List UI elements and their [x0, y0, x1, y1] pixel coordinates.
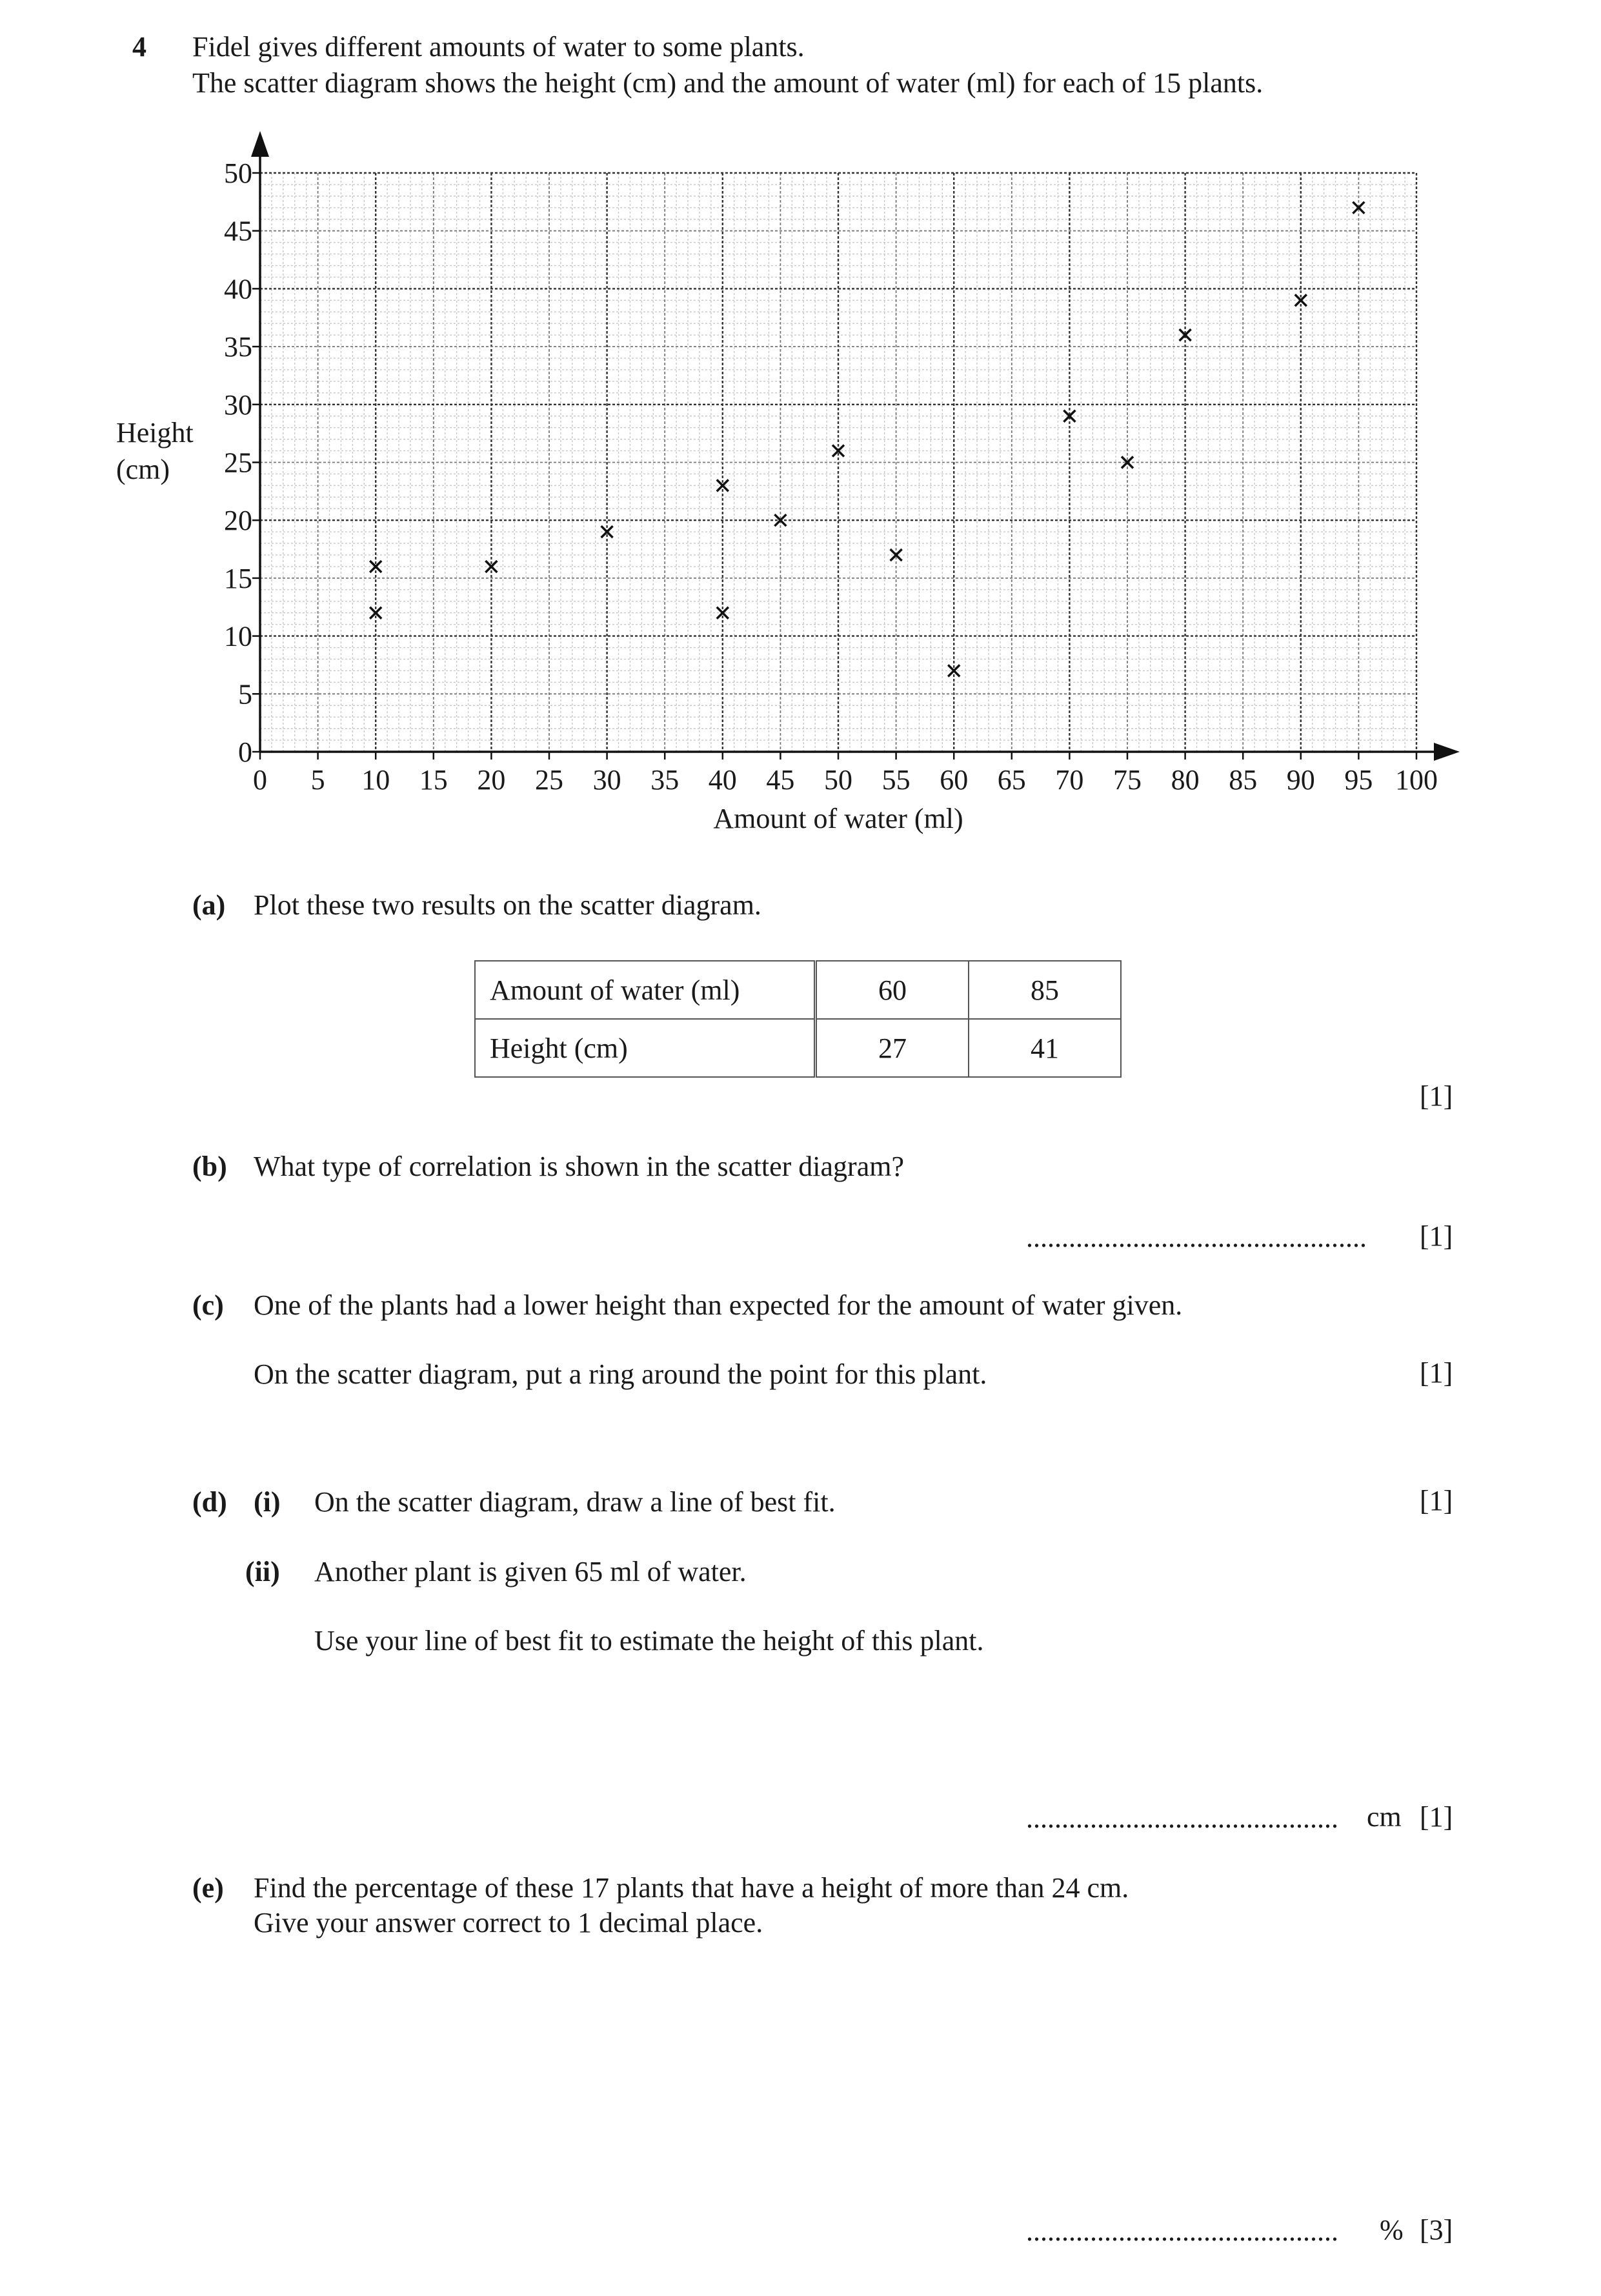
- data-points: [370, 202, 1364, 677]
- y-tick-label: 0: [238, 736, 252, 768]
- x-tick-label: 75: [1113, 764, 1142, 796]
- y-tick-label: 20: [224, 505, 252, 537]
- part-d-answer-line[interactable]: ............................................: [1026, 1802, 1338, 1834]
- part-c-text2: On the scatter diagram, put a ring around the point for this plant.: [254, 1358, 987, 1390]
- part-e-unit: %: [1380, 2214, 1404, 2246]
- x-tick-label: 40: [708, 764, 737, 796]
- table-header-water: Amount of water (ml): [475, 961, 816, 1019]
- x-tick-label: 20: [477, 764, 506, 796]
- part-a-marks: [1]: [1420, 1080, 1453, 1112]
- x-tick-label: 80: [1171, 764, 1200, 796]
- y-tick-label: 30: [224, 388, 252, 421]
- x-tick-label: 50: [824, 764, 852, 796]
- y-axis-label-line2: (cm): [116, 454, 170, 485]
- table-cell: 60: [816, 961, 969, 1019]
- x-tick-label: 30: [592, 764, 621, 796]
- x-axis-arrow: [1434, 743, 1460, 761]
- data-point: [1180, 329, 1191, 341]
- part-c-marks: [1]: [1420, 1357, 1453, 1389]
- part-b-label: (b): [192, 1151, 227, 1182]
- part-b-answer-line[interactable]: ................................................: [1026, 1222, 1367, 1253]
- y-tick-label: 50: [224, 157, 252, 189]
- part-d-unit: cm: [1367, 1801, 1402, 1833]
- x-tick-label: 100: [1395, 764, 1438, 796]
- table-row: [475, 1019, 1121, 1077]
- part-d-ii-label: (ii): [245, 1556, 280, 1587]
- part-d-i-marks: [1]: [1420, 1485, 1453, 1516]
- y-tick-label: 25: [224, 447, 252, 479]
- grid-major-lines: [260, 173, 1416, 752]
- part-e-answer-line[interactable]: ............................................: [1026, 2215, 1338, 2247]
- axes: [251, 131, 1460, 761]
- x-tick-label: 0: [253, 764, 267, 796]
- x-tick-label: 55: [881, 764, 911, 796]
- part-d-ii-text2: Use your line of best fit to estimate the height of this plant.: [314, 1625, 984, 1657]
- x-tick-label: 95: [1344, 764, 1373, 796]
- part-e-text2: Give your answer correct to 1 decimal place.: [254, 1907, 763, 1939]
- axis-ticks: [224, 157, 1438, 796]
- table-row: [475, 961, 1121, 1019]
- part-a-text: Plot these two results on the scatter diagram.: [254, 889, 761, 921]
- table-cell: 41: [969, 1019, 1121, 1077]
- y-tick-label: 40: [224, 273, 252, 305]
- y-axis-arrow: [251, 131, 269, 157]
- table-cell: 27: [816, 1019, 969, 1077]
- x-tick-label: 85: [1229, 764, 1258, 796]
- part-a-label: (a): [192, 889, 226, 921]
- question-intro-line2: The scatter diagram shows the height (cm) and the amount of water (ml) for each of 15 plants.: [192, 67, 1264, 99]
- data-point: [1353, 202, 1364, 214]
- y-tick-label: 10: [224, 620, 252, 652]
- y-axis-label-line1: Height: [116, 417, 194, 448]
- x-tick-label: 5: [310, 764, 325, 796]
- part-b-text: What type of correlation is shown in the scatter diagram?: [254, 1151, 904, 1182]
- x-tick-label: 60: [940, 764, 969, 796]
- part-b-marks: [1]: [1420, 1220, 1453, 1252]
- part-c-label: (c): [192, 1289, 224, 1321]
- part-c-text1: One of the plants had a lower height than expected for the amount of water given.: [254, 1289, 1183, 1321]
- x-tick-label: 10: [361, 764, 390, 796]
- table-cell: 85: [969, 961, 1121, 1019]
- part-d-marks: [1]: [1420, 1801, 1453, 1833]
- data-table: [474, 960, 1122, 1078]
- part-d-i-text: On the scatter diagram, draw a line of best fit.: [314, 1486, 836, 1518]
- part-e-text1: Find the percentage of these 17 plants that have a height of more than 24 cm.: [254, 1872, 1129, 1904]
- x-tick-label: 45: [766, 764, 795, 796]
- x-tick-label: 70: [1055, 764, 1084, 796]
- part-d-ii-text1: Another plant is given 65 ml of water.: [314, 1556, 747, 1587]
- x-tick-label: 65: [997, 764, 1026, 796]
- part-d-label: (d): [192, 1486, 227, 1518]
- y-tick-label: 45: [224, 215, 252, 247]
- part-e-label: (e): [192, 1872, 224, 1904]
- x-tick-label: 25: [535, 764, 563, 796]
- y-tick-label: 15: [224, 562, 252, 594]
- x-tick-label: 35: [650, 764, 680, 796]
- question-number: 4: [132, 31, 146, 63]
- x-axis-label: Amount of water (ml): [713, 803, 963, 834]
- x-tick-label: 90: [1286, 764, 1315, 796]
- table-header-height: Height (cm): [475, 1019, 816, 1077]
- part-d-i-label: (i): [254, 1486, 281, 1518]
- part-e-marks: [3]: [1420, 2214, 1453, 2246]
- y-tick-label: 35: [224, 331, 252, 363]
- x-tick-label: 15: [419, 764, 448, 796]
- question-intro-line1: Fidel gives different amounts of water to some plants.: [192, 31, 805, 63]
- scatter-diagram[interactable]: [0, 0, 1601, 858]
- y-tick-label: 5: [238, 678, 252, 710]
